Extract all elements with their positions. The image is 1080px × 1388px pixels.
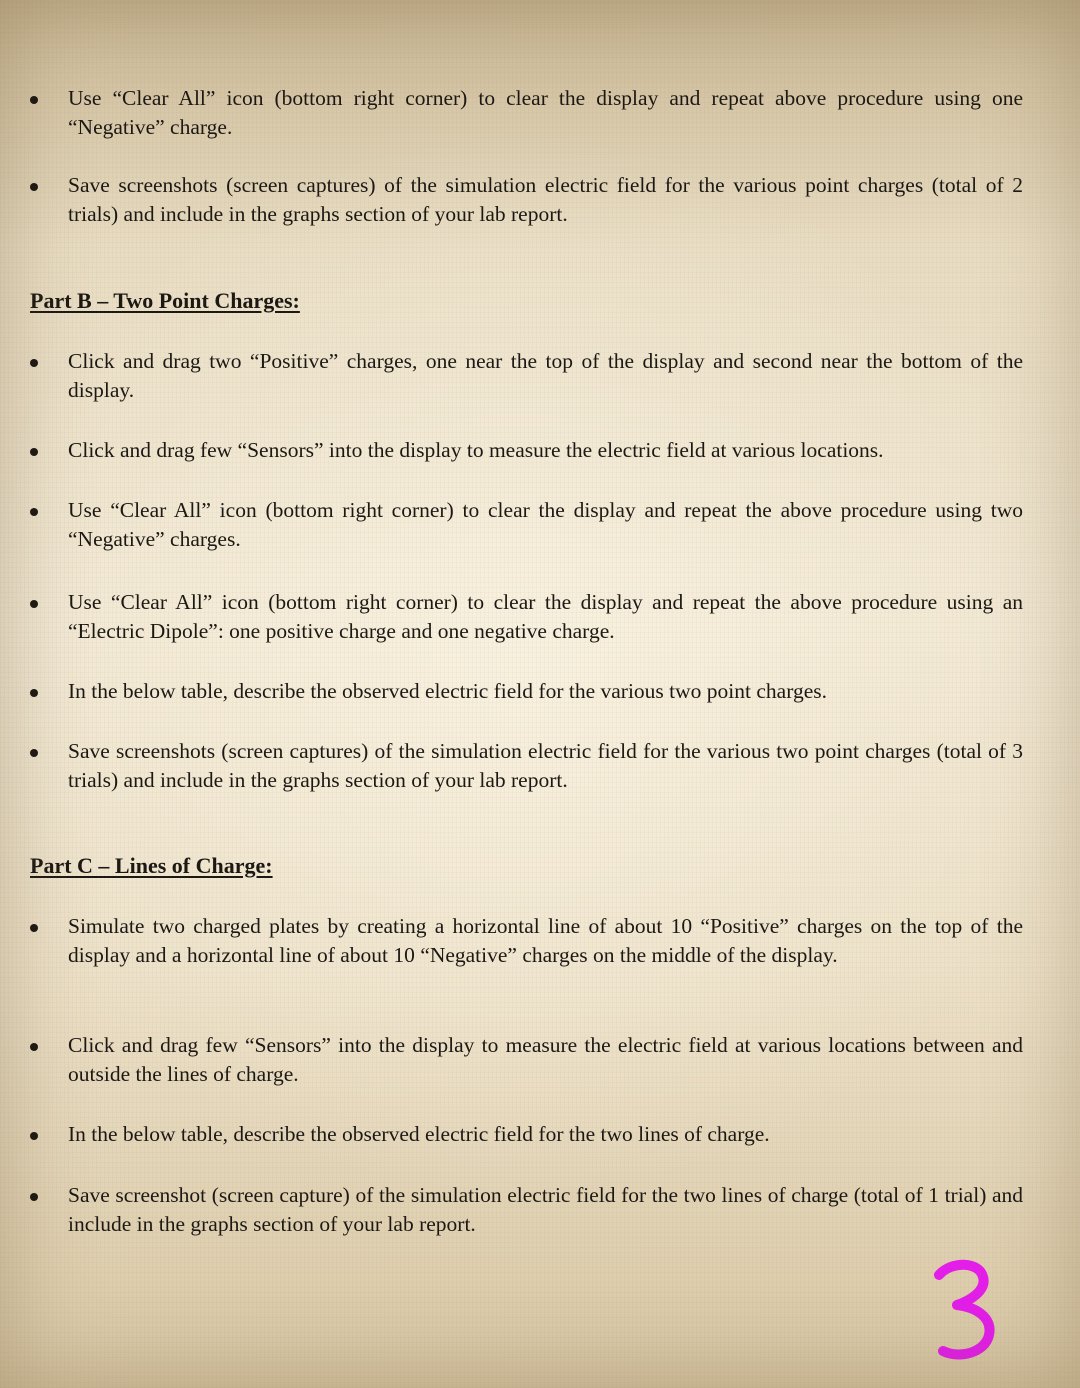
section-heading-part-b: Part B – Two Point Charges: (30, 288, 300, 313)
list-item (30, 84, 1030, 142)
list-item (30, 436, 1030, 465)
bullet-dot (30, 1043, 38, 1051)
list-item-text: Click and drag few “Sensors” into the display to measure the electric field at various locations between and outside the lines of charge. (68, 1033, 1023, 1086)
list-item-text: Click and drag few “Sensors” into the display to measure the electric field at various locations. (68, 438, 884, 462)
list-item (30, 347, 1030, 405)
list-item (30, 737, 1030, 795)
list-item (30, 677, 1030, 706)
bullet-dot (30, 1193, 38, 1201)
list-item-text: In the below table, describe the observed electric field for the two lines of charge. (68, 1122, 770, 1146)
bullet-dot (30, 96, 38, 104)
list-item (30, 912, 1030, 970)
bullet-dot (30, 183, 38, 191)
list-item (30, 1120, 1030, 1149)
list-item-text: Use “Clear All” icon (bottom right corner) to clear the display and repeat the above procedure using an “Electric Dipole”: one positive charge and one negative charge. (68, 590, 1023, 643)
list-item-text: Simulate two charged plates by creating a horizontal line of about 10 “Positive” charges on the top of the display and a horizontal line of about 10 “Negative” charges on the middle of the display. (68, 914, 1023, 967)
bullet-dot (30, 508, 38, 516)
list-item-text: Save screenshots (screen captures) of the simulation electric field for the various point charges (total of 2 trials) and include in the graphs section of your lab report. (68, 173, 1023, 226)
list-item-text: In the below table, describe the observed electric field for the various two point charges. (68, 679, 827, 703)
handwritten-page-number-stroke (939, 1265, 990, 1355)
list-item-text: Save screenshots (screen captures) of the simulation electric field for the various two point charges (total of 3 trials) and include in the graphs section of your lab report. (68, 739, 1023, 792)
bullet-dot (30, 924, 38, 932)
bullet-dot (30, 1132, 38, 1140)
list-item-text: Save screenshot (screen capture) of the simulation electric field for the two lines of charge (total of 1 trial) and include in the graphs section of your lab report. (68, 1183, 1023, 1236)
bullet-dot (30, 689, 38, 697)
list-item-text: Use “Clear All” icon (bottom right corner) to clear the display and repeat above procedure using one “Negative” charge. (68, 86, 1023, 139)
section-heading-part-c: Part C – Lines of Charge: (30, 853, 273, 878)
bullet-dot (30, 749, 38, 757)
handwritten-page-number (925, 1255, 1005, 1365)
list-item (30, 496, 1030, 554)
list-item (30, 1181, 1030, 1239)
list-item (30, 588, 1030, 646)
list-item (30, 1031, 1030, 1089)
bullet-dot (30, 600, 38, 608)
list-item-text: Use “Clear All” icon (bottom right corner) to clear the display and repeat the above procedure using two “Negative” charges. (68, 498, 1023, 551)
bullet-dot (30, 448, 38, 456)
list-item-text: Click and drag two “Positive” charges, one near the top of the display and second near the bottom of the display. (68, 349, 1023, 402)
bullet-dot (30, 359, 38, 367)
list-item (30, 171, 1030, 229)
